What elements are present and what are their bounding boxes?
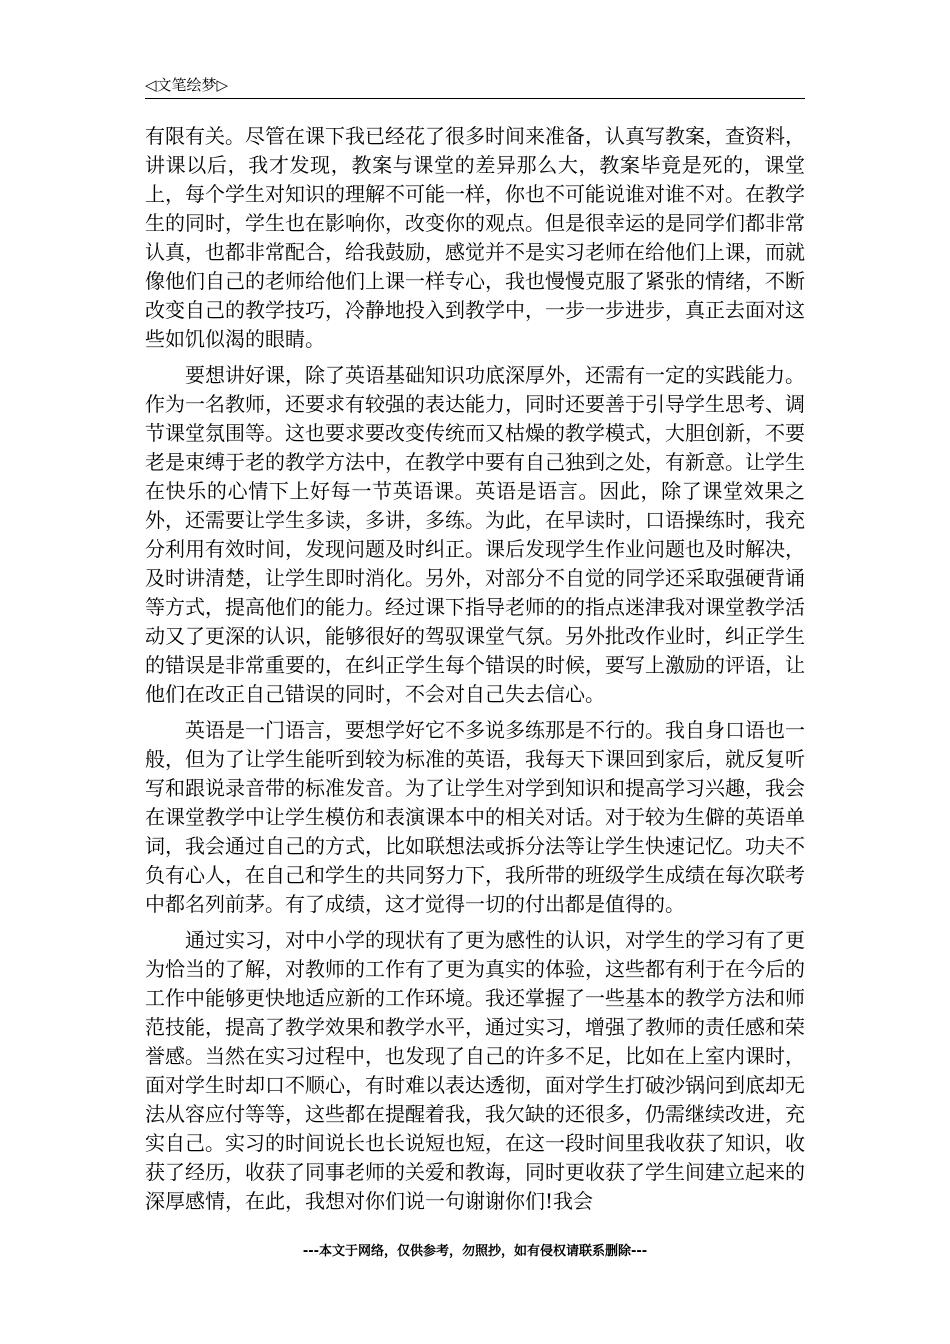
page-footer: ---本文于网络，仅供参考，勿照抄，如有侵权请联系删除--- [302,1244,648,1259]
paragraph-3: 英语是一门语言，要想学好它不多说多练那是不行的。我自身口语也一般，但为了让学生能听到较为标准的英语，我每天下课回到家后，就反复听写和跟说录音带的标准发音。为了让学生对学到知识和提高学习兴趣，我会在课堂教学中让学生模仿和表演课本中的相关对话。对于较为生僻的英语单词，我会通过自己的方式，比如联想法或拆分法等让学生快速记忆。功夫不负有心人，在自己和学生的共同努力下，我所带的班级学生成绩在每次联考中都名列前茅。有了成绩，这才觉得一切的付出都是值得的。 [145,718,805,916]
header-title: ◁文笔绘梦▷ [145,76,229,94]
paragraph-2: 要想讲好课，除了英语基础知识功底深厚外，还需有一定的实践能力。作为一名教师，还要求有较强的表达能力，同时还要善于引导学生思考、调节课堂氛围等。这也要求要改变传统而又枯燥的教学模式，大胆创新，不要老是束缚于老的教学方法中，在教学中要有自己独到之处，有新意。让学生在快乐的心情下上好每一节英语课。英语是语言。因此，除了课堂效果之外，还需要让学生多读，多讲，多练。为此，在早读时，口语操练时，我充分利用有效时间，发现问题及时纠正。课后发现学生作业问题也及时解决，及时讲清楚，让学生即时消化。另外，对部分不自觉的同学还采取强硬背诵等方式，提高他们的能力。经过课下指导老师的的指点迷津我对课堂教学活动又了更深的认识，能够很好的驾驭课堂气氛。另外批改作业时，纠正学生的错误是非常重要的，在纠正学生每个错误的时候，要写上激励的评语，让他们在改正自己错误的同时，不会对自己失去信心。 [145,363,805,706]
page-header [145,72,805,99]
paragraph-4: 通过实习，对中小学的现状有了更为感性的认识，对学生的学习有了更为恰当的了解，对教师的工作有了更为真实的体验，这些都有利于在今后的工作中能够更快地适应新的工作环境。我还掌握了一些基本的教学方法和师范技能，提高了教学效果和教学水平，通过实习，增强了教师的责任感和荣誉感。当然在实习过程中，也发现了自己的许多不足，比如在上室内课时，面对学生时却口不顺心，有时难以表达透彻，面对学生打破沙锅问到底却无法从容应付等等，这些都在提醒着我，我欠缺的还很多，仍需继续改进，充实自己。实习的时间说长也长说短也短，在这一段时间里我收获了知识，收获了经历，收获了同事老师的关爱和教诲，同时更收获了学生间建立起来的深厚感情，在此，我想对你们说一句谢谢你们!我会 [145,928,805,1213]
paragraph-1: 有限有关。尽管在课下我已经花了很多时间来准备，认真写教案，查资料，讲课以后，我才发现，教案与课堂的差异那么大，教案毕竟是死的，课堂上，每个学生对知识的理解不可能一样，你也不可能说谁对谁不对。在教学生的同时，学生也在影响你，改变你的观点。但是很幸运的是同学们都非常认真，也都非常配合，给我鼓励，感觉并不是实习老师在给他们上课，而就像他们自己的老师给他们上课一样专心，我也慢慢克服了紧张的情绪，不断改变自己的教学技巧，冷静地投入到教学中，一步一步进步，真正去面对这些如饥似渴的眼睛。 [145,124,805,351]
document-body [145,122,805,1223]
